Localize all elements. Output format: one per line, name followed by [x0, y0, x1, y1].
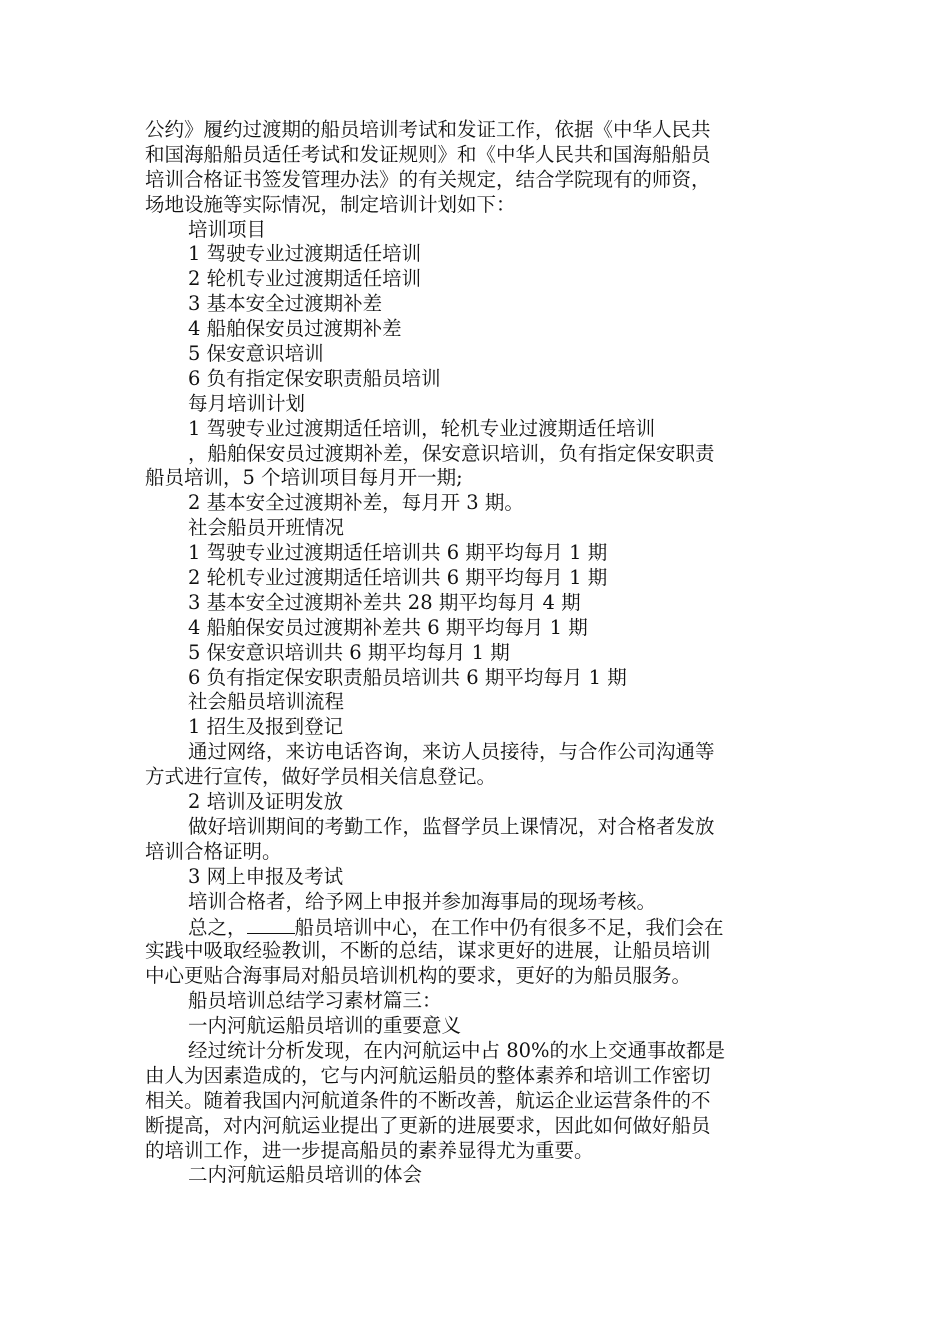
text-line: 4 船舶保安员过渡期补差 — [188, 317, 402, 341]
text-line: 6 负有指定保安职责船员培训共 6 期平均每月 1 期 — [188, 665, 627, 689]
text-line: 一内河航运船员培训的重要意义 — [188, 1014, 462, 1038]
text-line: 2 轮机专业过渡期适任培训共 6 期平均每月 1 期 — [188, 566, 608, 590]
text-line: 2 培训及证明发放 — [188, 790, 344, 814]
text-line: 中心更贴合海事局对船员培训机构的要求，更好的为船员服务。 — [145, 964, 692, 988]
text-line: 5 保安意识培训共 6 期平均每月 1 期 — [188, 640, 510, 664]
summary-suffix: 船员培训中心，在工作中仍有很多不足，我们会在 — [294, 915, 724, 939]
text-line: 做好培训期间的考勤工作，监督学员上课情况，对合格者发放 — [188, 814, 715, 838]
text-line: 通过网络，来访电话咨询，来访人员接待，与合作公司沟通等 — [188, 740, 715, 764]
text-line: 和国海船船员适任考试和发证规则》和《中华人民共和国海船船员 — [145, 142, 711, 166]
summary-prefix: 总之， — [188, 915, 247, 939]
text-line: 二内河航运船员培训的体会 — [188, 1163, 423, 1187]
text-line: 1 驾驶专业过渡期适任培训共 6 期平均每月 1 期 — [188, 541, 608, 565]
text-line: 相关。随着我国内河航道条件的不断改善，航运企业运营条件的不 — [145, 1088, 711, 1112]
text-line: 船员培训总结学习素材篇三： — [188, 989, 442, 1013]
text-line: 由人为因素造成的，它与内河航运船员的整体素养和培训工作密切 — [145, 1063, 711, 1087]
text-line: 的培训工作，进一步提高船员的素养显得尤为重要。 — [145, 1138, 594, 1162]
text-line: 3 网上申报及考试 — [188, 864, 344, 888]
text-line: 培训合格证书签发管理办法》的有关规定，结合学院现有的师资， — [145, 167, 711, 191]
text-line: 场地设施等实际情况，制定培训计划如下： — [145, 192, 516, 216]
text-line: 3 基本安全过渡期补差 — [188, 292, 383, 316]
text-line: 培训合格者，给予网上申报并参加海事局的现场考核。 — [188, 889, 657, 913]
text-line: ，船舶保安员过渡期补差，保安意识培训，负有指定保安职责 — [188, 441, 715, 465]
text-line: 4 船舶保安员过渡期补差共 6 期平均每月 1 期 — [188, 615, 588, 639]
text-line: 1 招生及报到登记 — [188, 715, 344, 739]
text-line: 公约》履约过渡期的船员培训考试和发证工作，依据《中华人民共 — [145, 118, 711, 141]
text-line — [145, 915, 810, 940]
text-line: 经过统计分析发现，在内河航运中占 80%的水上交通事故都是 — [188, 1038, 726, 1062]
fill-in-blank — [247, 915, 295, 934]
text-line: 实践中吸取经验教训，不断的总结，谋求更好的进展，让船员培训 — [145, 939, 711, 963]
text-line: 培训项目 — [188, 217, 267, 241]
document-body — [145, 118, 810, 1188]
text-line: 培训合格证明。 — [145, 839, 282, 863]
text-line: 每月培训计划 — [188, 391, 306, 415]
text-line: 6 负有指定保安职责船员培训 — [188, 366, 441, 390]
text-line: 5 保安意识培训 — [188, 342, 324, 366]
text-line: 船员培训，5 个培训项目每月开一期; — [145, 466, 463, 490]
text-line: 3 基本安全过渡期补差共 28 期平均每月 4 期 — [188, 590, 581, 614]
text-line: 断提高，对内河航运业提出了更新的进展要求，因此如何做好船员 — [145, 1113, 711, 1137]
text-line: 2 轮机专业过渡期适任培训 — [188, 267, 422, 291]
text-line: 2 基本安全过渡期补差，每月开 3 期。 — [188, 491, 524, 515]
text-line: 方式进行宣传，做好学员相关信息登记。 — [145, 765, 497, 789]
text-line: 社会船员开班情况 — [188, 516, 345, 540]
text-line: 1 驾驶专业过渡期适任培训，轮机专业过渡期适任培训 — [188, 416, 656, 440]
text-line: 社会船员培训流程 — [188, 690, 345, 714]
text-line: 1 驾驶专业过渡期适任培训 — [188, 242, 422, 266]
